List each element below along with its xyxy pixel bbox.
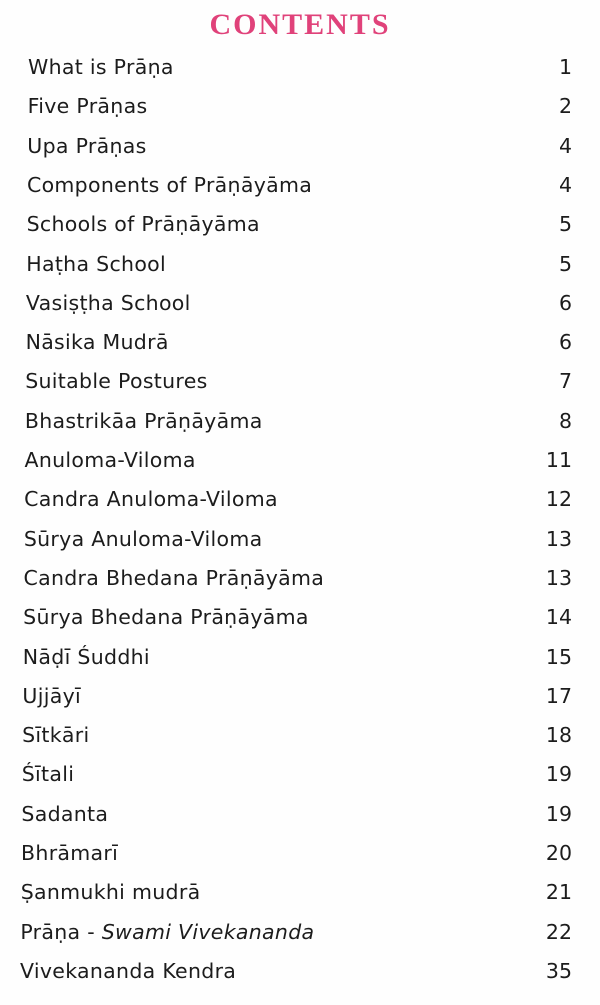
toc-entry (0, 563, 600, 593)
toc-entry-title-text: Vivekananda Kendra (20, 958, 237, 983)
toc-entry (0, 681, 600, 711)
toc-entry-page-number: 4 (558, 133, 572, 158)
toc-entry-title-text: Suitable Postures (25, 369, 208, 394)
toc-entry (0, 838, 600, 868)
toc-entry (0, 877, 600, 907)
toc-entry (0, 956, 600, 986)
toc-entry (0, 484, 600, 514)
toc-entry-title-text: Nāsika Mudrā (25, 330, 169, 355)
toc-entry-title-text: Vasiṣṭha School (25, 290, 191, 315)
toc-entry (0, 170, 600, 200)
toc-entry-page-number: 12 (545, 487, 572, 512)
toc-entry (0, 327, 600, 357)
toc-entry-title-text: Five Prāṇas (27, 94, 148, 119)
toc-entry-title (24, 524, 263, 554)
toc-entry-page-number: 22 (545, 919, 572, 944)
toc-entry-title (26, 288, 191, 318)
toc-entry-title (24, 484, 278, 514)
toc-entry (0, 131, 600, 161)
toc-entry-title (20, 917, 314, 947)
toc-entry-title (21, 799, 108, 829)
toc-entry-title (25, 445, 196, 475)
toc-entry (0, 288, 600, 318)
toc-entry-title (25, 366, 207, 396)
toc-entry-title-text: What is Prāṇa (28, 55, 174, 79)
page-title: CONTENTS (209, 8, 391, 41)
toc-entry-title-text: Sadanta (21, 801, 109, 826)
toc-entry-author: Swami Vivekananda (101, 919, 315, 944)
toc-entry-page-number: 4 (558, 172, 572, 197)
toc-entry-title-text: Components of Prāṇāyāma (26, 172, 313, 197)
toc-entry-page-number: 6 (558, 330, 572, 355)
toc-entry-title (27, 209, 260, 239)
toc-entry-title-text: Bhastrikāa Prāṇāyāma (24, 408, 263, 433)
toc-entry-page-number: 8 (558, 408, 572, 433)
toc-entry (0, 642, 600, 672)
toc-entry-title-text: Ujjāyī (22, 683, 82, 708)
toc-entry-title-text: Schools of Prāṇāyāma (26, 212, 260, 237)
toc-entry (0, 91, 600, 121)
toc-entry-page-number: 13 (545, 526, 572, 551)
toc-entry-title (28, 52, 174, 82)
toc-entry (0, 524, 600, 554)
toc-entry (0, 917, 600, 947)
toc-entry-title (22, 759, 75, 789)
toc-entry-title-text: Candra Anuloma-Viloma (24, 487, 278, 512)
toc-entry-title-text: Ṣanmukhi mudrā (20, 880, 201, 905)
toc-entry-page-number: 19 (545, 801, 572, 826)
toc-entry-page-number: 14 (545, 605, 572, 630)
toc-entry (0, 209, 600, 239)
toc-entry-title-text: Upa Prāṇas (27, 133, 147, 158)
toc-entry-title-text: Śītali (21, 762, 75, 787)
toc-entry (0, 406, 600, 436)
toc-entry-page-number: 13 (545, 565, 572, 590)
toc-entry-title-text: Nāḍī Śuddhi (22, 644, 150, 669)
toc-entry-page-number: 1 (558, 55, 572, 79)
toc-entry-page-number: 19 (545, 762, 572, 787)
toc-entry-title (23, 642, 150, 672)
toc-entry-page-number: 35 (545, 958, 572, 983)
toc-entry-title-text: Sūrya Anuloma-Viloma (23, 526, 263, 551)
toc-entry (0, 720, 600, 750)
toc-entry-title (27, 131, 146, 161)
toc-entry (0, 602, 600, 632)
toc-entry-title-text: Prāṇa - (20, 919, 102, 944)
toc-entry-title (22, 720, 89, 750)
toc-entry (0, 799, 600, 829)
toc-entry-title (23, 563, 324, 593)
toc-entry-page-number: 18 (545, 723, 572, 748)
toc-entry-page-number: 5 (558, 251, 572, 276)
toc-entry-title (20, 956, 236, 986)
toc-entry-title (21, 838, 118, 868)
toc-entry-title (22, 681, 81, 711)
toc-entry-page-number: 2 (558, 94, 572, 119)
toc-entry-page-number: 17 (545, 683, 572, 708)
toc-entry-title-text: Candra Bhedana Prāṇāyāma (23, 565, 325, 590)
toc-entry-title (27, 170, 312, 200)
toc-entry-page-number: 6 (558, 290, 572, 315)
toc-entry-page-number: 20 (545, 841, 572, 865)
toc-entry-title-text: Haṭha School (26, 251, 166, 276)
toc-entry (0, 52, 600, 82)
toc-entry-page-number: 7 (558, 369, 572, 394)
toc-entry-title (26, 249, 166, 279)
toc-entry-page-number: 11 (545, 448, 572, 472)
toc-entry (0, 759, 600, 789)
toc-entry-page-number: 5 (558, 212, 572, 237)
toc-entry-title (25, 406, 263, 436)
toc-entry-page-number: 15 (545, 644, 572, 669)
toc-entry (0, 445, 600, 475)
toc-entry-title-text: Sūrya Bhedana Prāṇāyāma (23, 605, 309, 630)
toc-entry-title (21, 877, 201, 907)
toc-entry (0, 249, 600, 279)
toc-entry-title-text: Anuloma-Viloma (24, 448, 196, 472)
toc-entry (0, 366, 600, 396)
toc-entry-title-text: Sītkāri (22, 723, 90, 748)
toc-entry-title (23, 602, 309, 632)
toc-entry-title-text: Bhrāmarī (21, 841, 119, 865)
toc-entry-title (26, 327, 169, 357)
toc-entry-title (28, 91, 148, 121)
toc-entry-page-number: 21 (545, 880, 572, 905)
